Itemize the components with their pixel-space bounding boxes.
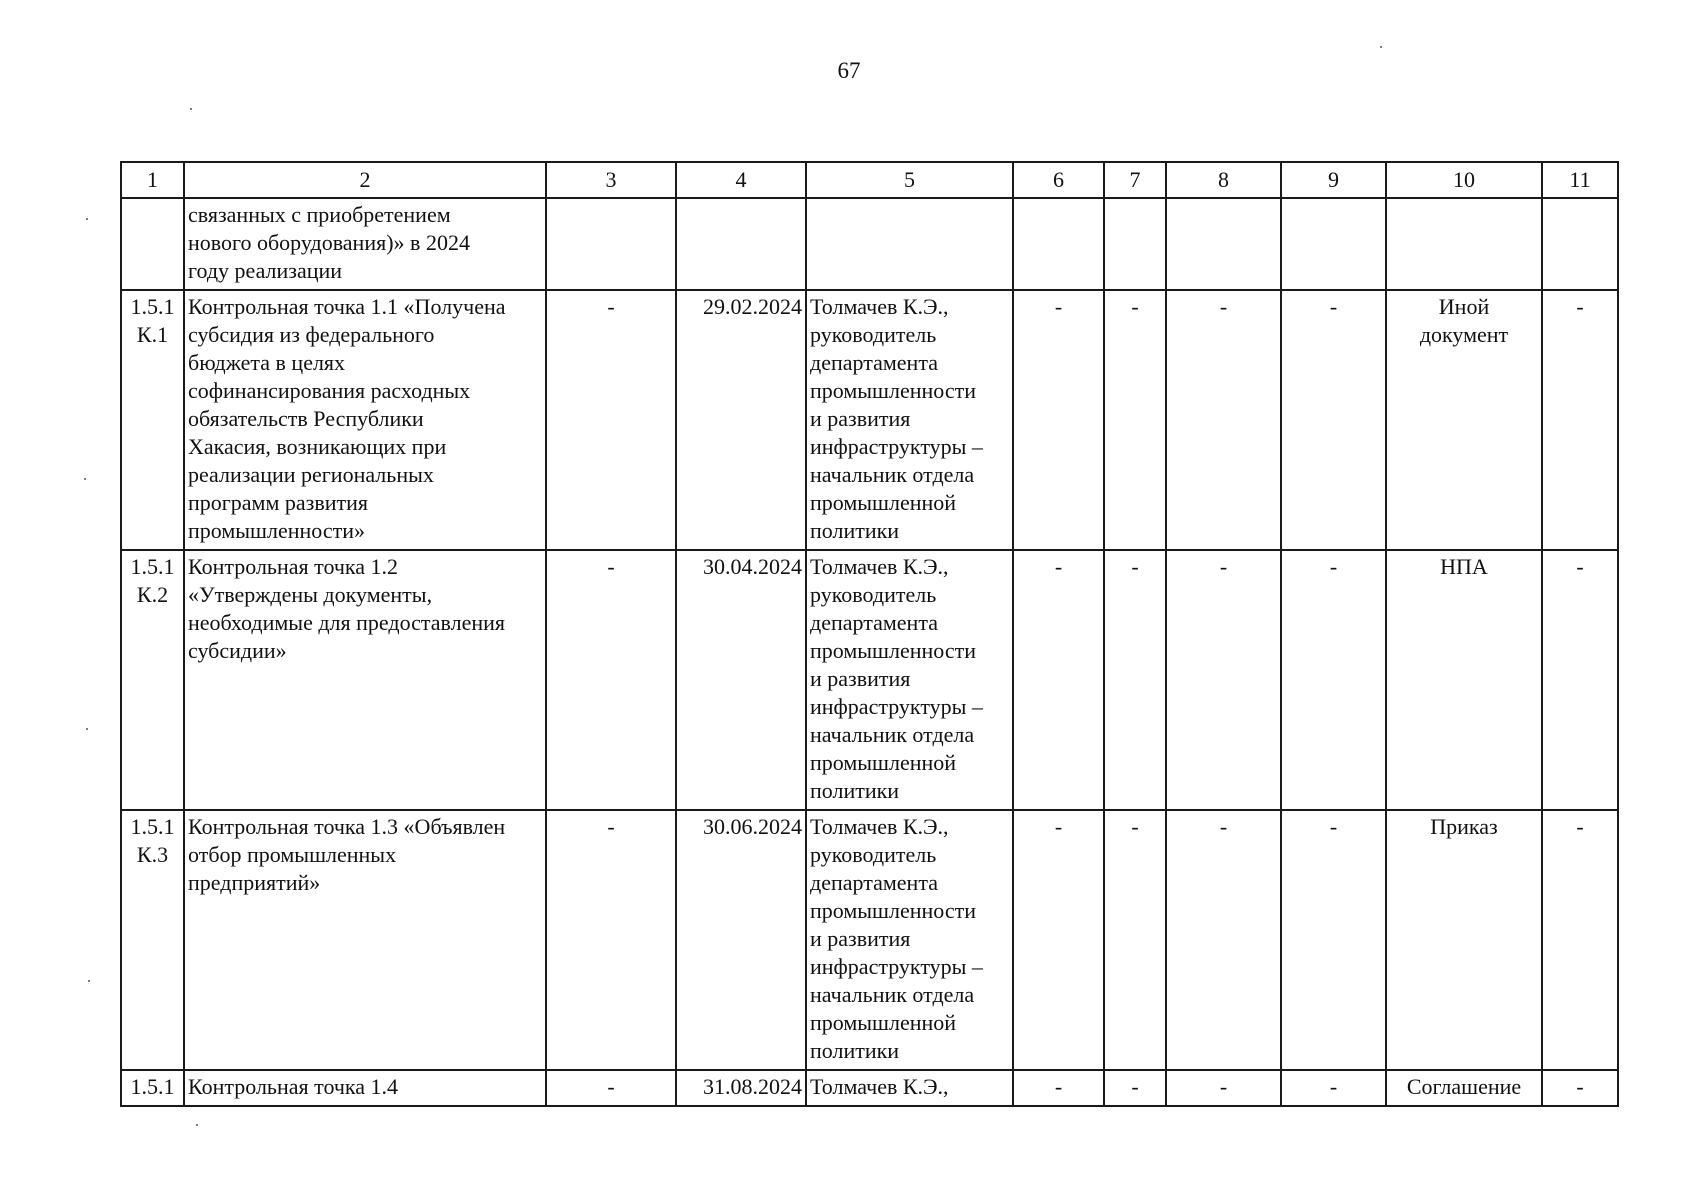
header-cell: 8 bbox=[1166, 162, 1281, 198]
cell-col6 bbox=[1013, 198, 1104, 290]
scan-speck bbox=[84, 478, 86, 480]
table-row bbox=[121, 810, 1618, 1070]
cell-name bbox=[184, 550, 546, 810]
cell-col3: - bbox=[546, 810, 676, 1070]
scan-speck bbox=[1380, 46, 1382, 48]
text-line: документ bbox=[1419, 322, 1509, 347]
text-line: промышленности» bbox=[188, 518, 365, 543]
text-line: связанных с приобретением bbox=[188, 202, 451, 227]
text-line: руководитель bbox=[810, 842, 937, 867]
cell-name bbox=[184, 198, 546, 290]
text-line: инфраструктуры – bbox=[810, 694, 983, 719]
text-line: году реализации bbox=[188, 258, 343, 283]
text-line: инфраструктуры – bbox=[810, 954, 983, 979]
scan-speck bbox=[88, 980, 90, 982]
header-cell: 11 bbox=[1542, 162, 1618, 198]
text-line: Толмачев К.Э., bbox=[810, 294, 949, 319]
num-line: К.2 bbox=[136, 582, 169, 607]
cell-col8 bbox=[1166, 198, 1281, 290]
cell-doc-type bbox=[1386, 550, 1542, 810]
cell-date: 30.04.2024 bbox=[676, 550, 806, 810]
text-line: промышленности bbox=[810, 898, 976, 923]
table-row bbox=[121, 290, 1618, 550]
cell-col11: - bbox=[1542, 810, 1618, 1070]
cell-date: 30.06.2024 bbox=[676, 810, 806, 1070]
cell-responsible bbox=[806, 290, 1013, 550]
text-line: нового оборудования)» в 2024 bbox=[188, 230, 470, 255]
cell-num bbox=[121, 1070, 184, 1106]
text-line: бюджета в целях bbox=[188, 350, 346, 375]
cell-name bbox=[184, 1070, 546, 1106]
cell-name bbox=[184, 810, 546, 1070]
text-line: Контрольная точка 1.4 bbox=[188, 1074, 399, 1099]
cell-date bbox=[676, 198, 806, 290]
cell-col7: - bbox=[1104, 290, 1166, 550]
cell-col7: - bbox=[1104, 550, 1166, 810]
text-line: и развития bbox=[810, 666, 911, 691]
text-line: департамента bbox=[810, 870, 938, 895]
header-cell: 5 bbox=[806, 162, 1013, 198]
cell-col6: - bbox=[1013, 290, 1104, 550]
text-line: промышленности bbox=[810, 638, 976, 663]
page-number: 67 bbox=[837, 58, 861, 83]
cell-doc-type bbox=[1386, 1070, 1542, 1106]
cell-col11: - bbox=[1542, 290, 1618, 550]
cell-name bbox=[184, 290, 546, 550]
num-line: К.1 bbox=[136, 322, 169, 347]
text-line: Хакасия, возникающих при bbox=[188, 434, 447, 459]
cell-col3: - bbox=[546, 550, 676, 810]
cell-date: 31.08.2024 bbox=[676, 1070, 806, 1106]
text-line: необходимые для предоставления bbox=[188, 610, 506, 635]
scan-speck bbox=[196, 1124, 198, 1126]
cell-col9: - bbox=[1281, 290, 1386, 550]
cell-num bbox=[121, 290, 184, 550]
header-cell: 3 bbox=[546, 162, 676, 198]
text-line: промышленной bbox=[810, 490, 957, 515]
cell-num bbox=[121, 810, 184, 1070]
cell-col9 bbox=[1281, 198, 1386, 290]
text-line: Иной bbox=[1438, 294, 1490, 319]
cell-col6: - bbox=[1013, 1070, 1104, 1106]
cell-col9: - bbox=[1281, 1070, 1386, 1106]
cell-col6: - bbox=[1013, 550, 1104, 810]
text-line: Контрольная точка 1.2 bbox=[188, 554, 399, 579]
cell-col7 bbox=[1104, 198, 1166, 290]
cell-col3 bbox=[546, 198, 676, 290]
text-line: Толмачев К.Э., bbox=[810, 1074, 949, 1099]
text-line: субсидия из федерального bbox=[188, 322, 435, 347]
text-line: начальник отдела bbox=[810, 462, 975, 487]
table-row bbox=[121, 1070, 1618, 1106]
text-line: обязательств Республики bbox=[188, 406, 424, 431]
scan-speck bbox=[190, 108, 192, 110]
cell-date: 29.02.2024 bbox=[676, 290, 806, 550]
text-line: руководитель bbox=[810, 582, 937, 607]
text-line: и развития bbox=[810, 406, 911, 431]
text-line: и развития bbox=[810, 926, 911, 951]
text-line: Приказ bbox=[1430, 814, 1498, 839]
text-line: Толмачев К.Э., bbox=[810, 554, 949, 579]
scan-speck bbox=[86, 218, 88, 220]
text-line: политики bbox=[810, 1038, 900, 1063]
cell-responsible bbox=[806, 198, 1013, 290]
cell-doc-type bbox=[1386, 198, 1542, 290]
cell-doc-type bbox=[1386, 810, 1542, 1070]
cell-responsible bbox=[806, 810, 1013, 1070]
cell-col11: - bbox=[1542, 1070, 1618, 1106]
num-line: К.3 bbox=[136, 842, 169, 867]
text-line: реализации региональных bbox=[188, 462, 434, 487]
text-line: Контрольная точка 1.1 «Получена bbox=[188, 294, 506, 319]
header-cell: 7 bbox=[1104, 162, 1166, 198]
text-line: политики bbox=[810, 518, 900, 543]
table-row bbox=[121, 550, 1618, 810]
num-line: 1.5.1 bbox=[130, 554, 175, 579]
cell-col8: - bbox=[1166, 1070, 1281, 1106]
text-line: промышленной bbox=[810, 1010, 957, 1035]
num-line: 1.5.1 bbox=[130, 294, 175, 319]
text-line: промышленной bbox=[810, 750, 957, 775]
header-cell: 9 bbox=[1281, 162, 1386, 198]
text-line: субсидии» bbox=[188, 638, 287, 663]
table-row-continuation bbox=[121, 198, 1618, 290]
cell-col3: - bbox=[546, 290, 676, 550]
cell-responsible bbox=[806, 1070, 1013, 1106]
header-cell: 2 bbox=[184, 162, 546, 198]
text-line: департамента bbox=[810, 610, 938, 635]
cell-col6: - bbox=[1013, 810, 1104, 1070]
text-line: начальник отдела bbox=[810, 722, 975, 747]
cell-col7: - bbox=[1104, 810, 1166, 1070]
cell-col8: - bbox=[1166, 550, 1281, 810]
header-cell: 6 bbox=[1013, 162, 1104, 198]
text-line: «Утверждены документы, bbox=[188, 582, 433, 607]
cell-col9: - bbox=[1281, 550, 1386, 810]
text-line: политики bbox=[810, 778, 900, 803]
text-line: Соглашение bbox=[1406, 1074, 1522, 1099]
header-row bbox=[121, 162, 1618, 198]
num-line: 1.5.1 bbox=[130, 1074, 175, 1099]
text-line: начальник отдела bbox=[810, 982, 975, 1007]
text-line: софинансирования расходных bbox=[188, 378, 471, 403]
text-line: Контрольная точка 1.3 «Объявлен bbox=[188, 814, 506, 839]
header-cell: 10 bbox=[1386, 162, 1542, 198]
text-line: программ развития bbox=[188, 490, 369, 515]
control-points-table bbox=[120, 161, 1619, 1107]
cell-col11 bbox=[1542, 198, 1618, 290]
cell-col9: - bbox=[1281, 810, 1386, 1070]
text-line: предприятий» bbox=[188, 870, 321, 895]
text-line: промышленности bbox=[810, 378, 976, 403]
cell-num bbox=[121, 550, 184, 810]
num-line: 1.5.1 bbox=[130, 814, 175, 839]
cell-num bbox=[121, 198, 184, 290]
text-line: Толмачев К.Э., bbox=[810, 814, 949, 839]
scan-speck bbox=[86, 728, 88, 730]
text-line: департамента bbox=[810, 350, 938, 375]
text-line: отбор промышленных bbox=[188, 842, 397, 867]
text-line: НПА bbox=[1440, 554, 1488, 579]
cell-responsible bbox=[806, 550, 1013, 810]
header-cell: 4 bbox=[676, 162, 806, 198]
cell-col8: - bbox=[1166, 810, 1281, 1070]
cell-col7: - bbox=[1104, 1070, 1166, 1106]
cell-col3: - bbox=[546, 1070, 676, 1106]
cell-col11: - bbox=[1542, 550, 1618, 810]
cell-col8: - bbox=[1166, 290, 1281, 550]
header-cell: 1 bbox=[121, 162, 184, 198]
cell-doc-type bbox=[1386, 290, 1542, 550]
text-line: инфраструктуры – bbox=[810, 434, 983, 459]
text-line: руководитель bbox=[810, 322, 937, 347]
